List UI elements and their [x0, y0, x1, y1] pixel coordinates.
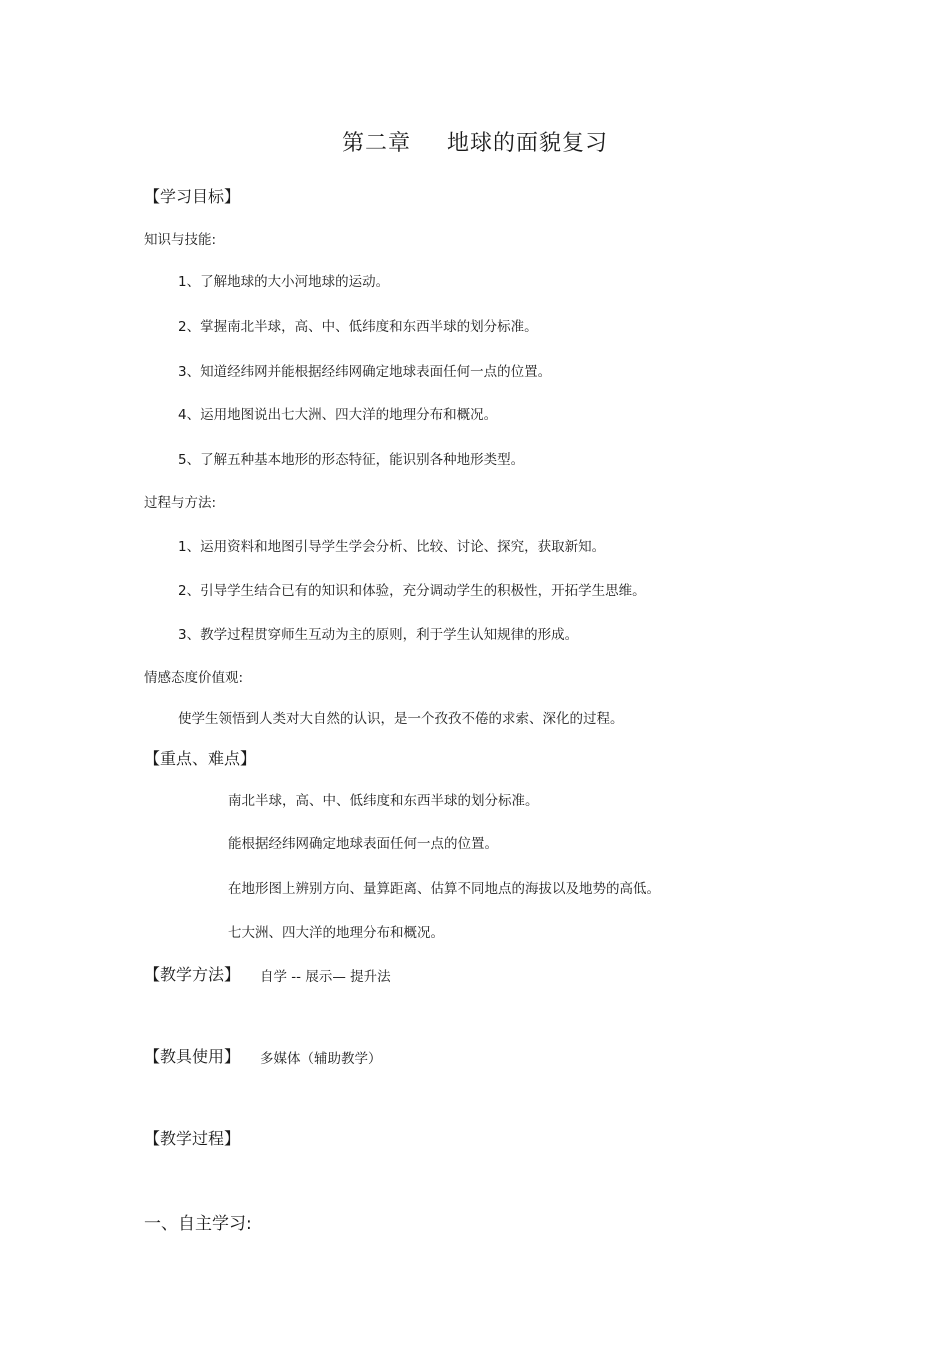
objectives-heading: 【学习目标】: [144, 187, 241, 206]
tools-text: 多媒体（辅助教学）: [260, 1051, 382, 1067]
key-points-heading: 【重点、难点】: [144, 749, 257, 768]
emotion-label: 情感态度价值观:: [144, 670, 244, 686]
knowledge-label: 知识与技能:: [144, 232, 217, 248]
key-point-4: 七大洲、四大洋的地理分布和概况。: [228, 925, 444, 941]
knowledge-item-2: 2、掌握南北半球，高、中、低纬度和东西半球的划分标准。: [178, 319, 538, 335]
title-name: 地球的面貌复习: [447, 131, 609, 156]
key-point-3: 在地形图上辨别方向、量算距离、估算不同地点的海拔以及地势的高低。: [228, 881, 660, 897]
knowledge-item-3: 3、知道经纬网并能根据经纬网确定地球表面任何一点的位置。: [178, 364, 552, 380]
process-item-2: 2、引导学生结合已有的知识和体验，充分调动学生的积极性，开拓学生思维。: [178, 583, 646, 599]
knowledge-item-4: 4、运用地图说出七大洲、四大洋的地理分布和概况。: [178, 407, 498, 423]
page-title: [0, 126, 950, 157]
emotion-text: 使学生领悟到人类对大自然的认识，是一个孜孜不倦的求索、深化的过程。: [178, 711, 624, 727]
key-point-1: 南北半球，高、中、低纬度和东西半球的划分标准。: [228, 793, 539, 809]
process-label: 过程与方法:: [144, 495, 217, 511]
method-text: 自学 -- 展示— 提升法: [260, 969, 391, 985]
process-item-3: 3、教学过程贯穿师生互动为主的原则，利于学生认知规律的形成。: [178, 627, 579, 643]
process-item-1: 1、运用资料和地图引导学生学会分析、比较、讨论、探究，获取新知。: [178, 539, 606, 555]
knowledge-item-1: 1、了解地球的大小河地球的运动。: [178, 274, 390, 290]
title-chapter: 第二章: [341, 131, 411, 156]
tools-heading: 【教具使用】: [144, 1047, 241, 1066]
teaching-process-heading: 【教学过程】: [144, 1129, 241, 1148]
key-point-2: 能根据经纬网确定地球表面任何一点的位置。: [228, 836, 498, 852]
knowledge-item-5: 5、了解五种基本地形的形态特征，能识别各种地形类型。: [178, 452, 525, 468]
method-heading: 【教学方法】: [144, 965, 241, 984]
section-self-study: 一、自主学习:: [144, 1214, 252, 1234]
